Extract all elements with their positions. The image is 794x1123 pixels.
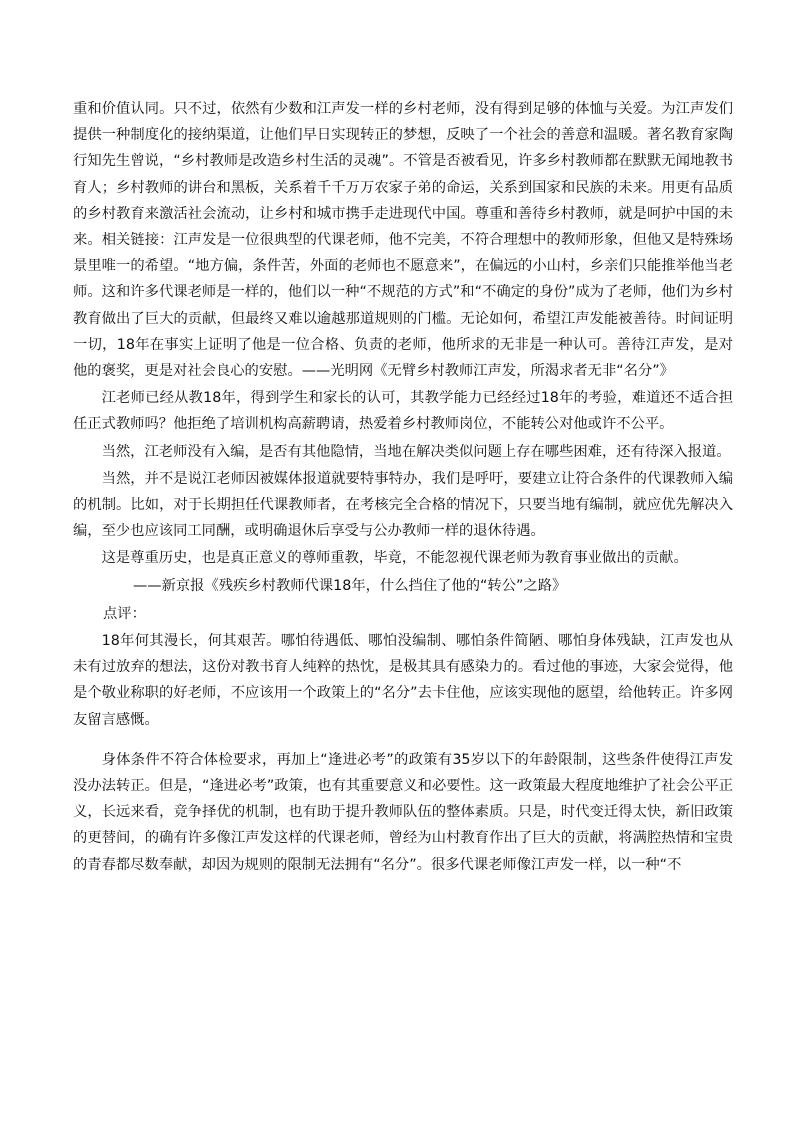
paragraph-policy-analysis: 身体条件不符合体检要求，再加上“逢进必考”的政策有35岁以下的年龄限制，这些条件使得江声发没办法转正。但是，“逢进必考”政策，也有其重要意义和必要性。这一政策最大程度地维护了社会公平正义，长远来看，竞争择优的机制，也有助于提升教师队伍的整体素质。只是，时代变迁得太快，新旧政策的更替间，的确有许多像江声发这样的代课老师，曾经为山村教育作出了巨大的贡献，将满腔热情和宝贵的青春都尽数奉献，却因为规则的限制无法拥有“名分”。很多代课老师像江声发一样，以一种“不 [73, 751, 733, 873]
paragraph-comment-main: 18年何其漫长，何其艰苦。哪怕待遇低、哪怕没编制、哪怕条件简陋、哪怕身体残缺，江声发也从未有过放弃的想法，这份对教书育人纯粹的热忱，是极其具有感染力的。看过他的事迹，大家会觉得，他是个敬业称职的好老师，不应该用一个政策上的“名分”去卡住他，应该实现他的愿望，给他转正。许多网友留言感慨。 [73, 633, 733, 728]
paragraph-not-enrolled: 当然，江老师没有入编，是否有其他隐情，当地在解决类似问题上存在哪些困难，还有待深入报道。 [101, 443, 731, 460]
paragraph-commentary-guangming: 重和价值认同。只不过，依然有少数和江声发一样的乡村老师，没有得到足够的体恤与关爱。为江声发们提供一种制度化的接纳渠道，让他们早日实现转正的梦想，反映了一个社会的善意和温暖。著名教育家陶行知先生曾说，“乡村教师是改造乡村生活的灵魂”。不管是否被看见，许多乡村教师都在默默无闻地教书育人；乡村教师的讲台和黑板，关系着千千万万农家子弟的命运，关系到国家和民族的未来。用更有品质的乡村教育来激活社会流动，让乡村和城市携手走进现代中国。尊重和善待乡村教师，就是呵护中国的未来。相关链接：江声发是一位很典型的代课老师，他不完美，不符合理想中的教师形象，但他又是特殊场景里唯一的希望。“地方偏，条件苦，外面的老师也不愿意来”，在偏远的小山村，乡亲们只能推举他当老师。这和许多代课老师是一样的，他们以一种“不规范的方式”和“不确定的身份”成为了老师，他们为乡村教育做出了巨大的贡献，但最终又难以逾越那道规则的门槛。无论如何，希望江声发能被善待。时间证明一切，18年在事实上证明了他是一位合格、负责的老师，他所求的无非是一种认可。善待江声发，是对他的褒奖，更是对社会良心的安慰。——光明网《无臂乡村教师江声发，所渴求者无非“名分”》 [73, 101, 734, 380]
paragraph-respect-history: 这是尊重历史，也是真正意义的尊师重教，毕竟，不能忽视代课老师为教育事业做出的贡献。 [101, 550, 688, 567]
source-citation-xinjingbao: ——新京报《残疾乡村教师代课18年，什么挡住了他的“转公”之路》 [133, 577, 567, 594]
paragraph-mechanism-call: 当然，并不是说江老师因被媒体报道就要特事特办，我们是呼吁，要建立让符合条件的代课教师入编的机制。比如，对于长期担任代课教师者，在考核完全合格的情况下，只要当地有编制，就应优先解决入编，至少也应该同工同酬，或明确退休后享受与公办教师一样的退休待遇。 [73, 470, 733, 540]
paragraph-teaching-years: 江老师已经从教18年，得到学生和家长的认可，其教学能力已经经过18年的考验，难道还不适合担任正式教师吗？他拒绝了培训机构高薪聘请，热爱着乡村教师岗位，不能转公对他或许不公平。 [73, 390, 733, 433]
comment-label: 点评： [103, 605, 146, 622]
document-body [73, 96, 733, 878]
